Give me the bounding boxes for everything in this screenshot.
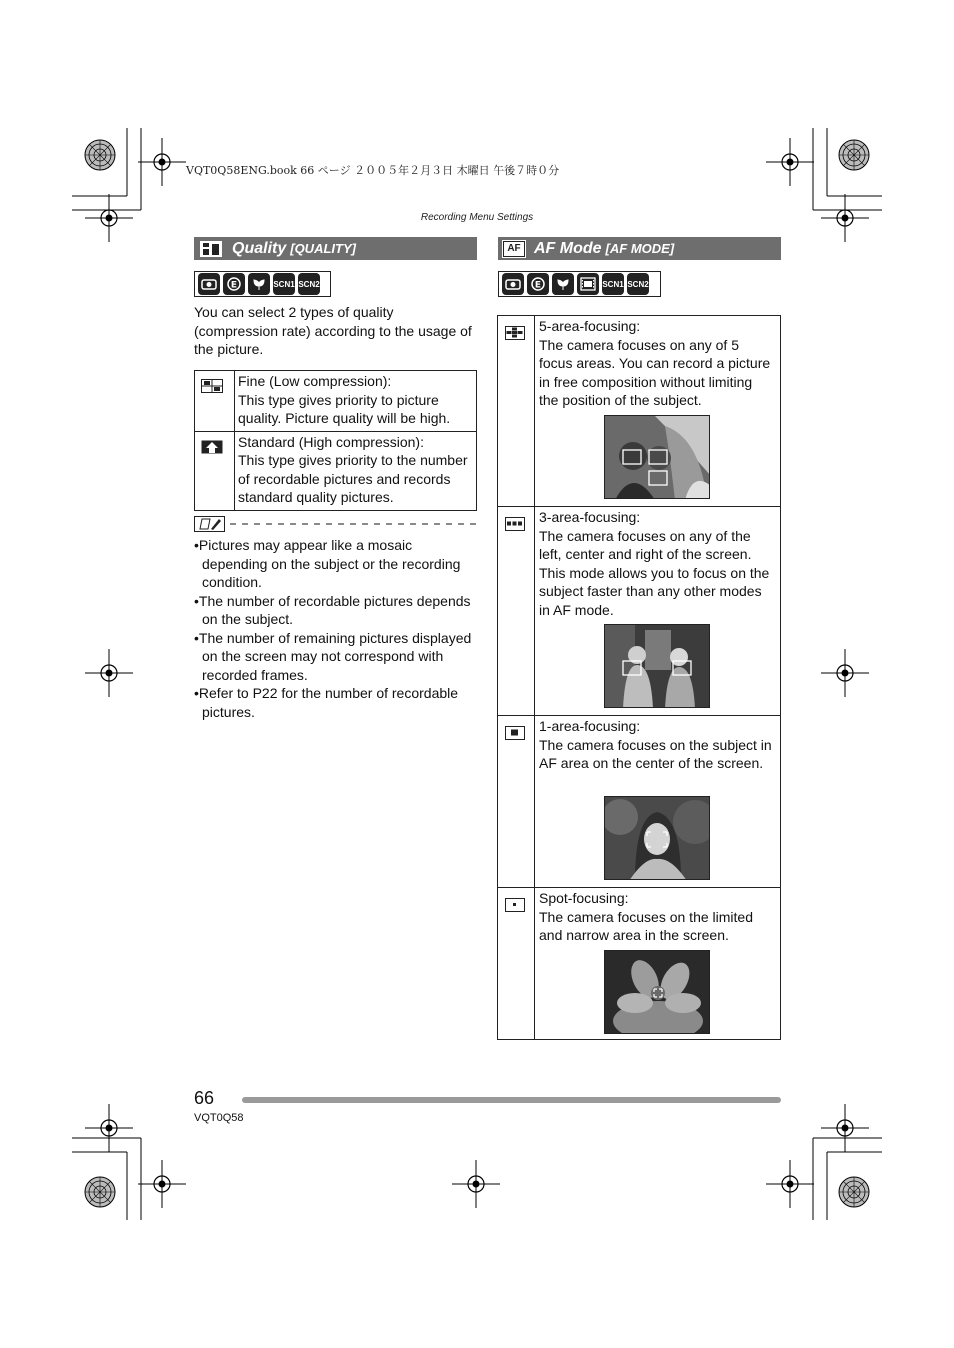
footer-bar — [242, 1097, 781, 1103]
running-header: Recording Menu Settings — [420, 212, 534, 223]
quality-notes — [194, 536, 477, 721]
one-area-example-photo — [604, 796, 710, 880]
quality-section-header — [194, 237, 477, 260]
table-row — [195, 371, 477, 432]
economy-mode-icon — [527, 273, 549, 295]
fine-quality-icon — [195, 371, 235, 432]
economy-mode-icon — [223, 273, 245, 295]
camera-mode-icon — [502, 273, 524, 295]
spot-desc: The camera focuses on the limited and narrow area in the screen. — [539, 908, 753, 943]
scn1-mode-icon: SCN1 — [273, 273, 295, 295]
quality-intro: You can select 2 types of quality (compression rate) according to the usage of the picture. — [194, 304, 472, 357]
three-area-title: 3-area-focusing: — [539, 509, 641, 525]
three-area-example-photo — [604, 624, 710, 708]
quality-available-modes — [194, 271, 331, 297]
list-item: •The number of recordable pictures depends on the subject. — [194, 592, 471, 627]
spot-title: Spot-focusing: — [539, 890, 629, 906]
quality-table — [194, 370, 477, 511]
table-row — [498, 888, 780, 1039]
scn2-mode-icon: SCN2 — [627, 273, 649, 295]
one-area-desc: The camera focuses on the subject in AF area on the center of the screen. — [539, 736, 772, 771]
list-item: •Refer to P22 for the number of recordable pictures. — [194, 685, 459, 720]
note-header — [194, 515, 477, 533]
model-code: VQT0Q58 — [194, 1112, 244, 1124]
table-row — [498, 716, 780, 888]
scn1-mode-icon: SCN1 — [602, 273, 624, 295]
af-mode-code: [AF MODE] — [605, 241, 675, 256]
macro-mode-icon — [248, 273, 270, 295]
five-area-example-photo — [604, 415, 710, 499]
five-area-desc: The camera focuses on any of 5 focus areas. You can record a picture in free composition without limiting the position of the subject. — [539, 336, 771, 408]
print-header: VQT0Q58ENG.book 66 ページ ２００５年２月３日 木曜日 午後７時０分 — [186, 164, 560, 177]
af-mode-table — [497, 315, 781, 1040]
af-mode-section-header — [498, 237, 781, 260]
three-area-desc: The camera focuses on any of the left, center and right of the screen. This mode allows you to focus on the subject faster than any other modes in AF mode. — [539, 527, 770, 618]
quality-title: Quality — [232, 239, 287, 257]
one-area-focus-icon — [505, 726, 525, 740]
spot-focus-icon — [505, 898, 525, 912]
table-row — [195, 431, 477, 510]
five-area-focus-icon — [505, 326, 525, 340]
movie-mode-icon — [577, 273, 599, 295]
three-area-focus-icon — [505, 517, 525, 531]
spot-example-photo — [604, 950, 710, 1034]
scn2-mode-icon: SCN2 — [298, 273, 320, 295]
svg-text:E: E — [534, 280, 542, 291]
standard-quality-title: Standard (High compression): — [238, 433, 424, 450]
fine-quality-title: Fine (Low compression): — [238, 373, 392, 389]
quality-code: [QUALITY] — [290, 241, 356, 256]
standard-quality-icon — [195, 431, 235, 510]
quality-icon — [198, 239, 224, 258]
fine-quality-desc: This type gives priority to picture quality. Picture quality will be high. — [238, 391, 451, 426]
af-mode-title: AF Mode — [534, 239, 602, 257]
page-number: 66 — [194, 1088, 215, 1108]
one-area-title: 1-area-focusing: — [539, 718, 641, 734]
af-available-modes — [498, 271, 661, 297]
table-row — [498, 316, 780, 507]
table-row — [498, 507, 780, 716]
camera-mode-icon — [198, 273, 220, 295]
list-item: •Pictures may appear like a mosaic depending on the subject or the recording condition. — [194, 537, 461, 590]
list-item: •The number of remaining pictures displayed on the screen may not correspond with recorded frames. — [194, 629, 472, 683]
svg-text:E: E — [230, 280, 238, 291]
af-icon: AF — [502, 240, 526, 258]
standard-quality-desc: This type gives priority to the number of recordable pictures and records standard quality pictures. — [238, 452, 468, 505]
five-area-title: 5-area-focusing: — [539, 318, 641, 334]
macro-mode-icon — [552, 273, 574, 295]
note-icon — [195, 517, 225, 532]
